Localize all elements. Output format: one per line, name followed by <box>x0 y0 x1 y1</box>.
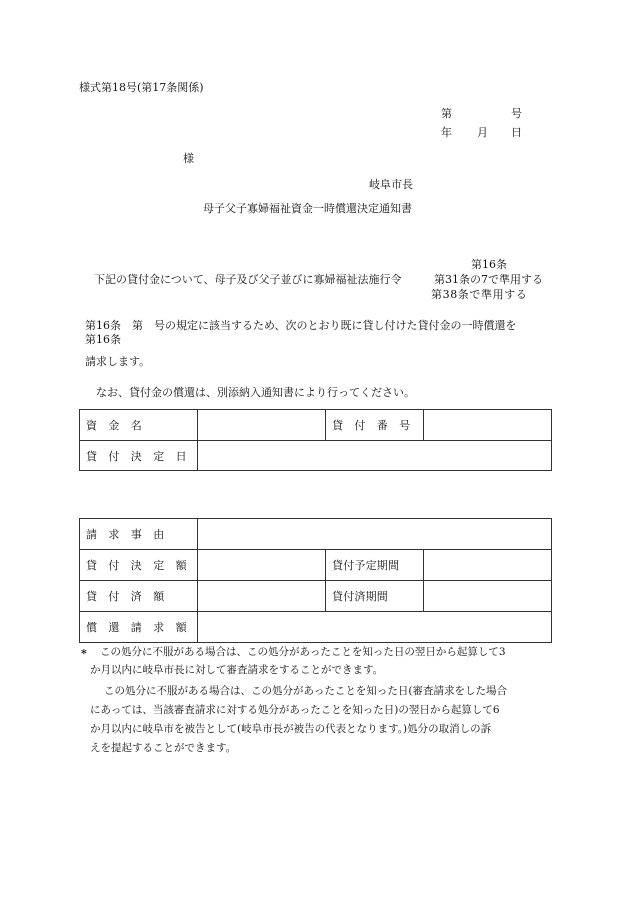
repayment-table <box>79 518 552 643</box>
label-planned-loan-period: 貸付予定期間 <box>326 550 424 581</box>
label-disbursed-period: 貸付済期間 <box>326 581 424 612</box>
label-loan-decision-amount: 貸 付 決 定 額 <box>80 550 198 581</box>
form-number: 様式第18号(第17条関係) <box>79 81 204 94</box>
value-loan-decision-date[interactable] <box>198 441 552 471</box>
issuer-name: 岐阜市長 <box>369 178 413 191</box>
label-repayment-claim-amount: 償 還 請 求 額 <box>80 612 198 643</box>
appeal-note-line1: この処分に不服がある場合は、この処分があったことを知った日の翌日から起算して3 <box>100 646 506 658</box>
lawsuit-note-line2: にあっては、当該審査請求に対する処分があったことを知った日)の翌日から起算して6 <box>90 704 500 716</box>
date-year-label: 年 <box>441 126 452 139</box>
intro-line2-alt: 第16条 <box>85 333 121 346</box>
recipient-honorific: 様 <box>183 152 194 165</box>
date-month-label: 月 <box>477 126 488 139</box>
label-fund-name: 資 金 名 <box>80 410 198 441</box>
intro-line3: 請求します。 <box>85 355 151 368</box>
value-loan-decision-amount[interactable] <box>198 550 326 581</box>
label-loan-number: 貸 付 番 号 <box>326 410 424 441</box>
value-disbursed-amount[interactable] <box>198 581 326 612</box>
payment-note: なお、貸付金の償還は、別添納入通知書により行ってください。 <box>96 386 415 399</box>
lawsuit-note-line3: か月以内に岐阜市を被告として(岐阜市長が被告の代表となります。)処分の取消しの訴 <box>90 723 492 735</box>
value-planned-loan-period[interactable] <box>424 550 552 581</box>
document-title: 母子父子寡婦福祉資金一時償還決定通知書 <box>203 202 412 215</box>
asterisk-mark: * <box>81 647 87 660</box>
lawsuit-note-line1: この処分に不服がある場合は、この処分があったことを知った日(審査請求をした場合 <box>104 685 507 697</box>
document-number-suffix: 号 <box>511 107 522 120</box>
alt-article-bottom: 第38条で準用する <box>431 288 528 301</box>
document-number-prefix: 第 <box>441 107 452 120</box>
appeal-note-line2: か月以内に岐阜市長に対して審査請求をすることができます。 <box>90 664 384 676</box>
value-claim-reason[interactable] <box>198 519 552 550</box>
alt-article-top: 第16条 <box>471 258 507 271</box>
intro-line2: 第16条 第 号の規定に該当するため、次のとおり既に貸し付けた貸付金の一時償還を <box>85 319 517 332</box>
loan-info-table <box>79 409 552 471</box>
value-fund-name[interactable] <box>198 410 326 441</box>
lawsuit-note-line4: えを提起することができます。 <box>90 742 237 754</box>
label-disbursed-amount: 貸 付 済 額 <box>80 581 198 612</box>
value-repayment-claim-amount[interactable] <box>198 612 552 643</box>
date-day-label: 日 <box>511 126 522 139</box>
value-disbursed-period[interactable] <box>424 581 552 612</box>
label-claim-reason: 請 求 事 由 <box>80 519 198 550</box>
intro-line1-right: 第31条の7で準用する <box>434 273 543 286</box>
label-loan-decision-date: 貸 付 決 定 日 <box>80 441 198 471</box>
value-loan-number[interactable] <box>424 410 552 441</box>
intro-line1: 下記の貸付金について、母子及び父子並びに寡婦福祉法施行令 <box>94 273 402 286</box>
